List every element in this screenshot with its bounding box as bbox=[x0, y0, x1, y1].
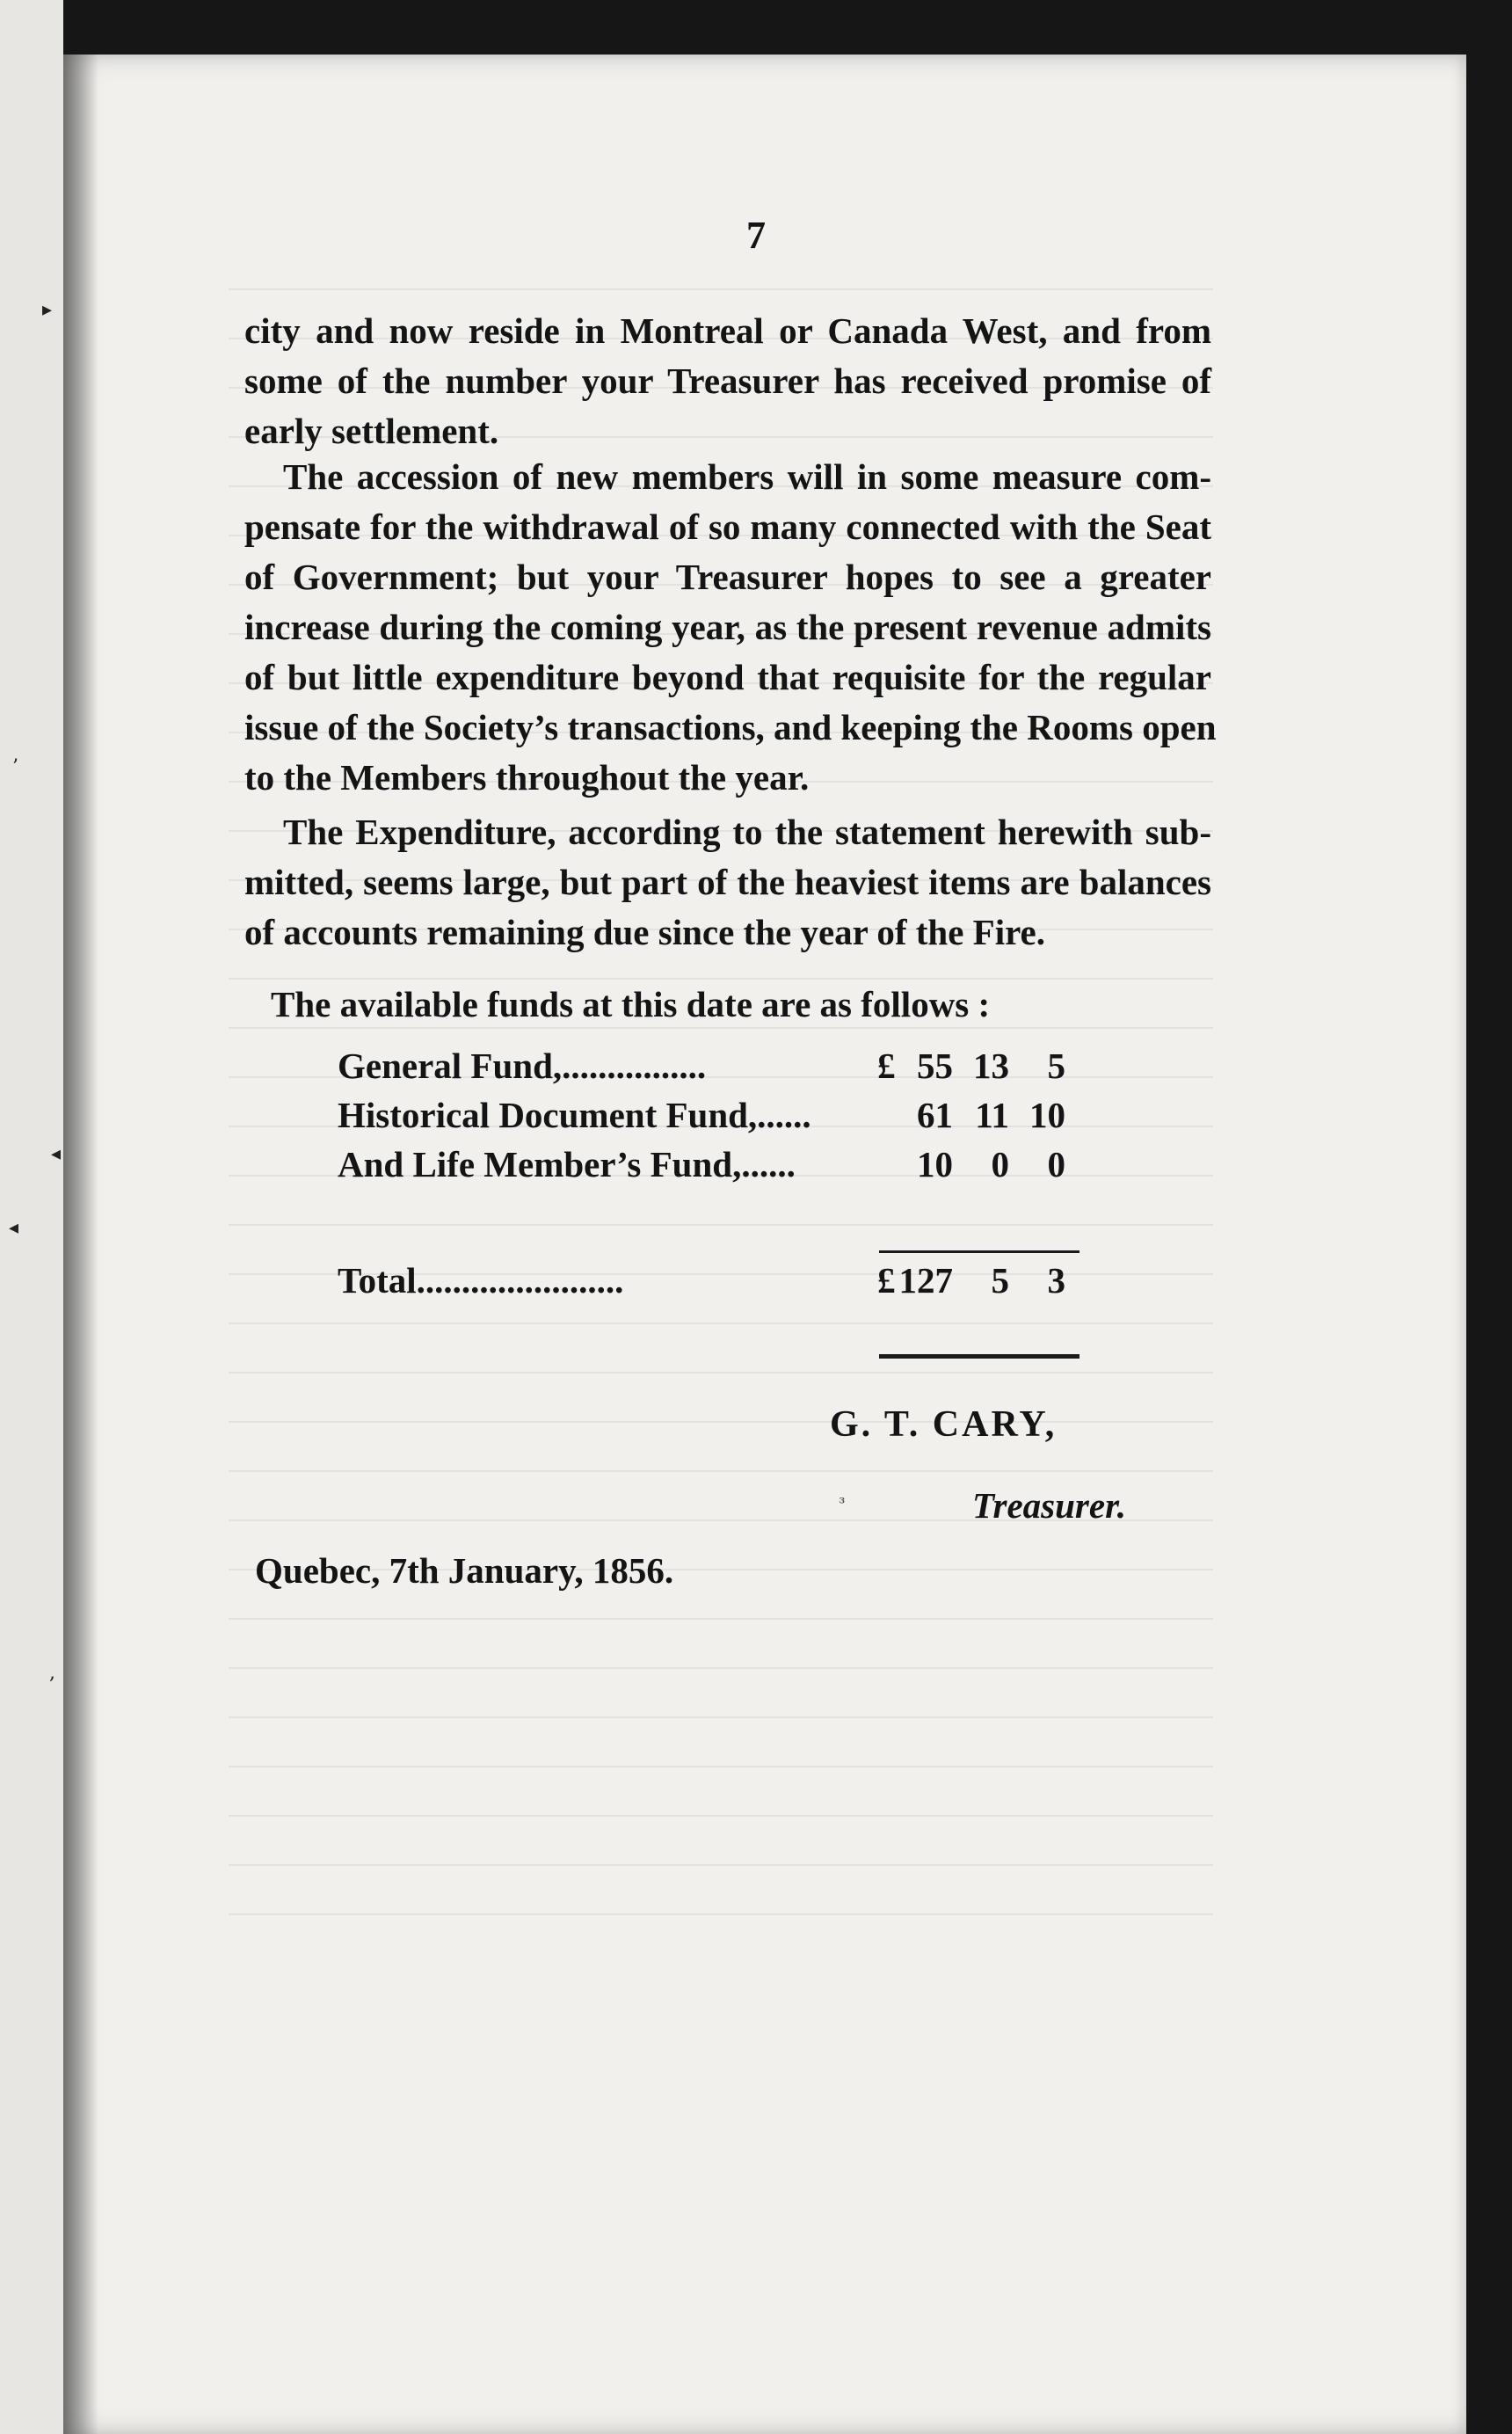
fund-label: Historical Document Fund,...... bbox=[338, 1095, 811, 1135]
paragraph-4 bbox=[244, 980, 1211, 1030]
paragraph-line: early settlement. bbox=[244, 411, 499, 451]
total-row bbox=[338, 1259, 1094, 1308]
pounds-value: 61 bbox=[917, 1095, 953, 1135]
signature-name: G. T. CARY, bbox=[830, 1404, 1058, 1445]
subtotal-rule bbox=[879, 1250, 1079, 1253]
shillings-value: 0 bbox=[991, 1144, 1009, 1184]
paragraph-line: of accounts remaining due since the year of the Fire. bbox=[244, 912, 1046, 952]
pence-value: 3 bbox=[1047, 1260, 1065, 1301]
adjacent-page-edge bbox=[0, 0, 63, 2434]
spine-shadow bbox=[63, 55, 98, 2434]
signature-title: Treasurer. bbox=[972, 1485, 1127, 1526]
ledger-row bbox=[338, 1143, 1094, 1192]
pence-value: 5 bbox=[1047, 1046, 1065, 1086]
edge-mark: ◂ bbox=[51, 1143, 62, 1165]
shillings-value: 13 bbox=[973, 1046, 1009, 1086]
edge-mark: ◂ bbox=[9, 1217, 19, 1239]
pence-value: 10 bbox=[1029, 1095, 1065, 1135]
paragraph-line: city and now reside in Montreal or Canada West, and from bbox=[244, 310, 1211, 351]
pounds-value: 10 bbox=[917, 1144, 953, 1184]
paragraph-line: pensate for the withdrawal of so many connected with the Seat bbox=[244, 506, 1211, 547]
currency-symbol: £ bbox=[877, 1046, 896, 1086]
ledger-row bbox=[338, 1045, 1094, 1094]
currency-symbol: £ bbox=[877, 1260, 896, 1301]
funds-ledger bbox=[338, 1045, 1094, 1192]
pounds-value: 55 bbox=[917, 1046, 953, 1086]
paragraph-line: The available funds at this date are as follows : bbox=[271, 984, 991, 1024]
paragraph-line: The accession of new members will in some measure com- bbox=[283, 456, 1211, 497]
page-number: 7 bbox=[746, 214, 766, 257]
paragraph-line: issue of the Society’s transactions, and keeping the Rooms open bbox=[244, 707, 1217, 747]
fund-label: General Fund,................ bbox=[338, 1046, 707, 1086]
paragraph-1 bbox=[244, 306, 1211, 456]
stray-mark: ᶟ bbox=[839, 1493, 846, 1515]
pence-value: 0 bbox=[1047, 1144, 1065, 1184]
shillings-value: 5 bbox=[991, 1260, 1009, 1301]
dateline: Quebec, 7th January, 1856. bbox=[255, 1550, 674, 1591]
total-label: Total....................... bbox=[338, 1260, 624, 1301]
fund-label: And Life Member’s Fund,...... bbox=[338, 1144, 796, 1184]
paragraph-line: of Government; but your Treasurer hopes to see a greater bbox=[244, 557, 1211, 597]
paragraph-line: mitted, seems large, but part of the heaviest items are balances bbox=[244, 862, 1211, 902]
edge-mark: ▸ bbox=[42, 299, 53, 321]
paragraph-line: some of the number your Treasurer has received promise of bbox=[244, 361, 1211, 401]
edge-mark: , bbox=[49, 1662, 55, 1684]
total-ledger bbox=[338, 1259, 1094, 1308]
paragraph-line: to the Members throughout the year. bbox=[244, 757, 810, 798]
paragraph-line: increase during the coming year, as the present revenue admits bbox=[244, 607, 1211, 647]
shillings-value: 11 bbox=[975, 1095, 1009, 1135]
ledger-row bbox=[338, 1094, 1094, 1143]
edge-mark: ’ bbox=[12, 756, 18, 778]
pounds-value: 127 bbox=[898, 1260, 953, 1301]
paragraph-line: of but little expenditure beyond that requisite for the regular bbox=[244, 657, 1211, 697]
paragraph-line: The Expenditure, according to the statement herewith sub- bbox=[283, 812, 1211, 852]
total-rule bbox=[879, 1354, 1079, 1359]
paragraph-2 bbox=[244, 452, 1217, 803]
paragraph-3 bbox=[244, 807, 1211, 958]
